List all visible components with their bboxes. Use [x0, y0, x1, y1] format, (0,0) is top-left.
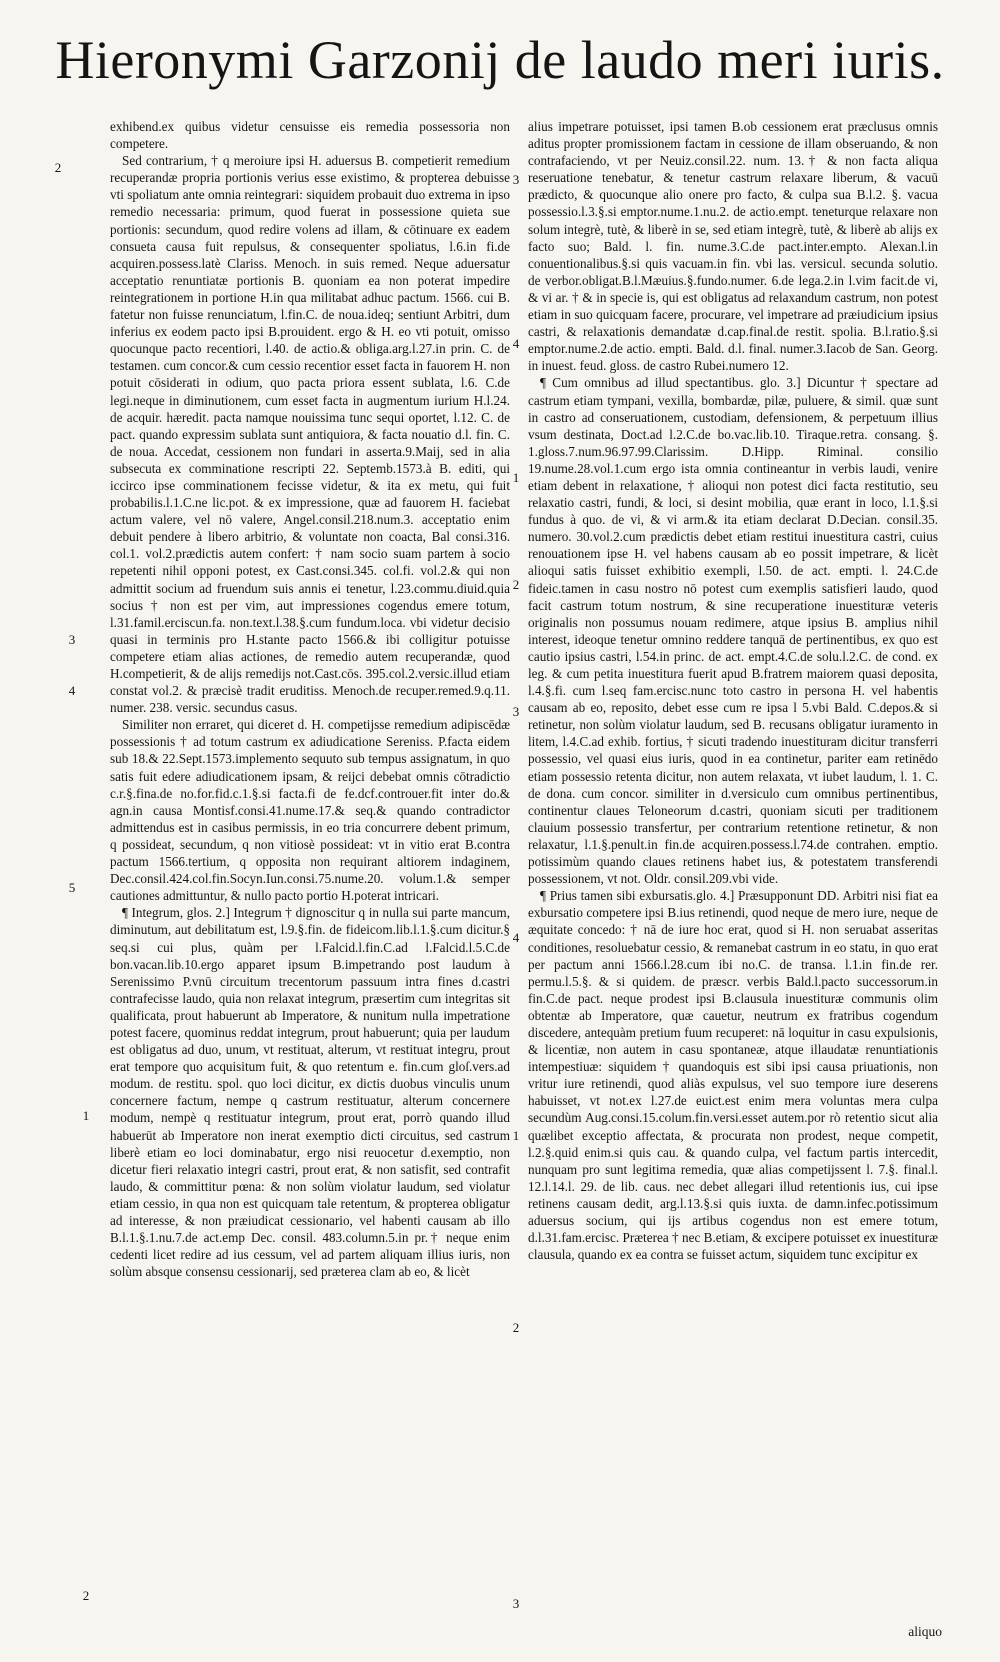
margin-number: 4 — [68, 683, 76, 698]
margin-number: 2 — [512, 577, 520, 592]
margin-number: 5 — [68, 880, 76, 895]
paragraph: exhibend.ex quibus videtur censuisse eis remedia possessoria non competere. — [110, 119, 510, 152]
margin-number: 3 — [512, 1596, 520, 1611]
margin-number: 3 — [512, 172, 520, 187]
margin-number: 3 — [68, 632, 76, 647]
margin-number: 1 — [512, 470, 520, 485]
margin-number: 4 — [512, 336, 520, 351]
margin-number: 2 — [82, 1588, 90, 1603]
paragraph: ¶ Cum omnibus ad illud spectantibus. glo. 3.] Dicuntur † spectare ad castrum etiam tympani, vexilla, bombardæ, pilæ, puluere, & simil. quæ sunt in castro ad conseruationem, custodiam, defensionem, & perpetuum illius vsum destinata, Doct.ad l.2.C.de bo.vac.lib.10. Tiraque.retra. consang. §. 1.gloss.7.num.96.97.99.Clarissim. D.Hipp. Riminal. consilio 19.nume.28.vol.1.cum ergo ista omnia contineantur in verbis laudi, venire etiam debent in relaxatione, † alioqui non potest dici facta restitutio, seu relaxatio castri, fundi, & loci, si desint mobilia, quæ erant in loco, l.1.§.si fundus à quo. de vi, & vi arm.& ita etiam declarat D.Decian. consil.35. numero. 30.vol.2.cum prædictis debet etiam restitui inuestitura castri, cuius renouationem ipse H. vel habens causam ab eo possit impetrare, & licèt alioqui satis fuisset exhibitio exempli, l.50. de act. empti. l. 24.C.de fideic.tamen in casu nostro nō potest cum exemplis satisfieri laudo, quod facit castrum totum nostrum, & sine recuperatione inuestituræ veteris originalis non possumus nouam redimere, atque ipsius B. amplius nihil interest, ideoque tenetur omnino reddere tanquā de pertinentibus, ex quo est cautio ipsius castri, l.54.in princ. de act. empt.4.C.de solu.l.2.C. de cond. ex leg. & cum petita inuestitura fuerit apud B.fratrem maiorem quasi deposita, l.4.§.fi. cum l.seq fam.ercisc.nunc toto castro in persona H. vel habentis causam ab eo, reposito, debet esse cum re ipsa l 5.vbi Bald. C.depos.& si retinetur, non solùm violatur laudum, sed B. recusans obligatur iuramento in litem, l.4.C.ad exhib. fortius, † sicuti tradendo inuestituram dicitur transferri possessio, vel quasi eius iuris, quod in ea continetur, pariter eam retinēdo etiam possessio retenta dicitur, non autem relaxata, vt iubet laudum, l. 1. C. de dona. cum concor. similiter in d.versiculo cum omnibus pertinentibus, continentur claues Teloneorum d.castri, quoniam sicuti per traditionem clauium possessio transfertur, per contrarium retentione retinetur, & non relaxatur, l.1.§.penult.in fin.de acquiren.possess.l.74.de contrahen. emptio. potissimùm quando claues retinens habet ius, & potestatem transferendi possessionem, vt not. Oldr. consil.209.vbi vide. — [528, 375, 938, 887]
margin-number: 3 — [512, 704, 520, 719]
paragraph: alius impetrare potuisset, ipsi tamen B.ob cessionem erat præclusus omnis aditus propter promissionem factam in cessione de illam obseruando, & non contrafaciendo, vt per Neuiz.consil.22. num. 13.† & non facta aliqua reseruatione tenebatur, & tenetur castrum relaxare liberum, & vacuū prædicto, & quocunque alio onere pro facto, & culpa sua B.l.2. §. vacua possessio.l.3.§.si emptor.nume.1.nu.2. de actio.empt. teneturque relaxare non solum integrè, tutè, & liberè in se, sed etiam integrè, tutè, & liberè ab alijs ex facto suo; Bald. l. fin. nume.3.C.de pact.inter.empto. Alexan.l.in conuentionalibus.§.si quis vacuam.in fin. vbi las. versicul. secunda solutio. de verbor.obligat.B.l.Mæuius.§.fundo.numer. 6.de lega.2.in l.vim facit.de vi, & vi ar. † & in specie is, qui est obligatus ad relaxandum castrum, non potest etiam in suo quicquam facere, procurare, vel impetrare ad præiudicium ipsius castri, & relaxationis demandatæ d.cap.final.de restit. spolia. B.l.ratio.§.si emptor.nume.2.de actio. empti. Bald. d.l. final. numer.3.Iacob de San. Georg. in inuest. feud. gloss. de castro Rubei.numero 12. — [528, 119, 938, 374]
margin-number: 1 — [512, 1128, 520, 1143]
margin-number: 1 — [82, 1108, 90, 1123]
paragraph: ¶ Prius tamen sibi exbursatis.glo. 4.] Præsupponunt DD. Arbitri nisi fiat ea exbursatio competere ipsi B.ius retinendi, quod neque de mero iure, neque de æquitate concedo: † nā de iure hoc erat, quod si H. non seruabat asseritas conditiones, resoluebatur cessio, & remanebat castrum in eo statu, in quo erat per pactum anni 1566.l.28.cum ibi no.C. de transa. l.1.in fin.de rer. permu.l.5.§. & si quidem. de præscr. verbis Bald.l.pacto successorum.in fin.C.de pact. neque prodest ipsi B.clausula inuestituræ communis olim obtentæ ab Imperatore, quæ cauetur, neutrum ex fratribus cogendum discedere, antequàm pretium fuum recuperet: nā loquitur in casu expulsionis, & licentiæ, non autem in casu spontaneæ, atque illaudatæ renuntiationis intempestiuæ: siquidem † quandoquis est sibi ipsi causa priuationis, non vritur iure retinendi, quod aliàs expulsus, vel suo tempore iure deserens habuisset, vt not.ex l.27.de euict.est enim mera voluntas mera culpa secundùm Aug.consi.15.colum.fin.versi.esset autem.por rò retentio sicut alia quælibet exceptio affectata, & procurata non prodest, neque competit, l.2.§.quid enim.si quis cau. & quando culpa, vel factum partis intercedit, nunquam pro sunt legitima remedia, quæ alias competijssent l. 7.§. final.l. 12.l.14.l. 29. de lib. caus. nec debet allegari illud retentionis ius, cui ipse retinens causam dedit, arg.l.13.§.si quis iuxta. de damn.infec.potissimum aduersus socium, qui ijs artibus cogendus non est emere totum, d.l.31.fam.ercisc. Præterea † nec B.etiam, & excipere potuisset ex inuestituræ clausula, quando ex ea contra se fuisset actum, siquidem tunc excipitur ex — [528, 888, 938, 1263]
margin-number: 2 — [54, 160, 62, 175]
margin-number: 4 — [512, 930, 520, 945]
paragraph: Similiter non erraret, qui diceret d. H. competijsse remedium adipiscēdæ possessionis † ad totum castrum ex adiudicatione Sereniss. P.facta eidem sub 18.& 22.Sept.1573.implemento sequuto sub tempus assignatum, in quo satis fuit edere adiudicationem ipsam, & reijci debebat omnis cōtradictio c.r.§.fina.de no.for.fid.c.1.§.si facta.fi de fe.dcf.controuer.fit inter do.& agn.in causa Montisf.consi.41.nume.17.& seq.& quando contradictor admittendus est in casibus permissis, in eo tria concurrere debent primum, q possideat, secundum, q non vitiosè possideat: vt in vitio erat B.contra pactum 1566.tertium, q opposita non requirant altiorem indaginem, Dec.consil.424.col.fin.Socyn.Iun.consi.75.nume.20. volum.1.& semper cautiones admittuntur, & nullo pacto portio H.poterat intricari. — [110, 717, 510, 904]
catchword: aliquo — [908, 1624, 942, 1639]
page-header — [0, 18, 1000, 102]
paragraph: ¶ Integrum, glos. 2.] Integrum † dignoscitur q in nulla sui parte mancum, diminutum, aut debilitatum est, l.9.§.fin. de fideicom.lib.l.1.§.cum dicitur.§ seq.si cui plus, quàm per l.Falcid.l.fin.C.ad l.Falcid.l.5.C.de bon.vacan.lib.10.ergo apparet ipsum B.impetrando post laudum à Serenissimo P.vnū circuitum trecentorum passuum intra fines d.castri contrafecisse laudo, quia non relaxat integrum, præsertim cum integritas sit qualificata, prout habuerunt ab Imperatore, & nunitum nulla impetratione potest facere, quominus reddat integrum, prout habuerunt; quia per laudum est obligatus ad duo, unum, vt restituat, alterum, vt restituat integru, prout erat tempore quo acquisitum fuit, & quo retentum e. fin.cum gloſ.vers.ad modum. de restitu. spol. quo loci dicitur, ex dictis duobus vinculis unum concernere factum, nempe q castrum restituatur, alterum concernere modum, nempè q restituatur integrum, prout erat, porrò quando illud habuerūt ab Imperatore non inerat exemptio dicti circuitus, sed castrum liberè etiam eo loci dominabatur, ergo nisi reuocetur d.exemptio, non dicetur fieri relaxatio integri castri, prout erat, & non satisfit, sed contrafit laudo, & committitur pœna: & non solùm violatur laudum, sed violatur etiam cessio, in qua non est quicquam tale retentum, & propterea obligatur ad interesse, & non præiudicat cessionario, vel habenti causam ab illo B.l.1.§.1.nu.7.de act.emp Dec. consil. 483.column.5.in pr.† neque enim cedenti licet redire ad ius cessum, vel ad partem aliquam illius iuris, non solùm absque consensu cessionarij, sed præterea clam ab eo, & licèt — [110, 905, 510, 1280]
paragraph: Sed contrarium, † q meroiure ipsi H. aduersus B. competierit remedium recuperandæ propria portionis verius esse existimo, & propterea debuisse vti spoliatum ante omnia reintegrari: siquidem probauit duo extrema in ipso remedio necessaria: primum, quod fuerat in possessione quieta sue portionis: secundum, quod redire volens ad illam, & cōtinuare ex eadem consueta causa fuit repulsus, & consequenter spoliatus, l.6.in fi.de acquiren.possess.latè Clariss. Menoch. in suis remed. Neque aduersatur acceptatio renuntiatæ portionis B. quoniam ea non poterat impedire reintegrationem in portione H.in qua militabat adhuc pactum. 1566. cui B. fatetur non fuisse renunciatum, l.fin.C. de noua.ideq; sentiunt Arbitri, dum inferius ex eodem pacto ipsi B.prouident. ergo & H. eo vti potuit, omisso quocunque pacto recentiori, l.40. de actio.& obliga.arg.l.27.in prin. C. de testamen. cum concor.& cum cessio recentior esset facta in fauorem H. non potuit cōsiderati in odium, quo pacta priora essent sublata, l.6. C.de legi.neque in diminutionem, cum esset facta in augmentum iurium H.l.24. de acquir. hæredit. pacta namque nouissima tunc sequi oportet, l.12. C. de pact. quando expressim sublata sunt antiquiora, & facta nouatio d.l. fin. C. de noua. Accedat, cessionem non fundari in asserta.9.Maij, sed in alia subsecuta ex comminatione rescripti 22. Septemb.1573.à B. editi, qui iccirco ipse comminationem fecisse videtur, & ita ex metu, qui fuit probabilis.l.1.C.ne lic.pot. & ex impressione, quæ ad fauorem H. faciebat actum valere, vel nō valere, Angel.consil.218.num.3. acceptatio enim debuit pendere à libero arbitrio, & voluntate non coacta, Bal consi.316. col.1. vol.2.prædictis autem confert: † nam socio suam partem à socio repetenti nihil opponi potest, ex Cast.consi.345. col.fi. vol.2.& qui non admittit socium ad fruendum suis annis ei tenetur, l.23.commu.diuid.quia socius † non est per vim, aut impressiones cogendus emere totum, l.31.famil.erciscun.fa. non.text.l.38.§.cum fundum.loca. vbi videtur decisio quasi in terminis pro H.stante pacto 1566.& ibi colligitur potuisse competere etiam alias actiones, de remedio autem recuperandæ, quod H.competierit, & de alijs remedijs not.Cast.cōs. 395.col.2.versic.illud etiam constat vol.2. & præcisè tradit eruditiss. Menoch.de recuper.remed.9.q.11. numer. 238. versic. secundus casus. — [110, 153, 510, 716]
margin-number: 2 — [512, 1320, 520, 1335]
running-title: Hieronymi Garzonij de laudo meri iuris. — [55, 30, 945, 90]
left-column — [110, 118, 510, 1638]
right-column — [528, 118, 938, 1638]
